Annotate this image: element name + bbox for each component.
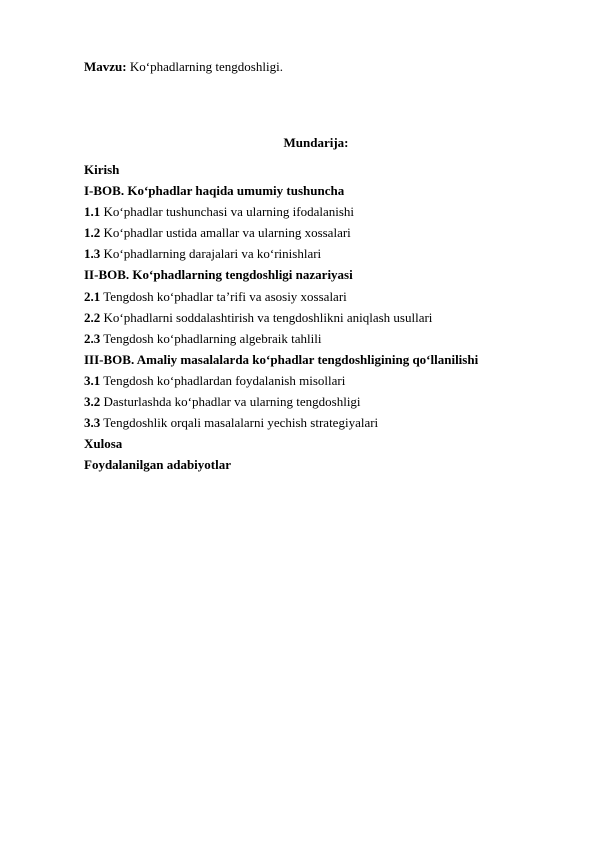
toc-entry-chapter-3 xyxy=(84,352,478,373)
toc-entry-text: Ko‘phadlar ustida amallar va ularning xossalari xyxy=(103,225,351,241)
toc-entry-3-3 xyxy=(84,415,478,436)
toc-entry-3-2 xyxy=(84,394,478,415)
toc-entry-text: Ko‘phadlar tushunchasi va ularning ifodalanishi xyxy=(103,204,355,220)
toc-entry-heading: Kirish xyxy=(84,162,120,177)
toc-entry-text: Ko‘phadlarni soddalashtirish va tengdoshlikni aniqlash usullari xyxy=(103,309,433,325)
toc-entry-chapter-2 xyxy=(84,267,478,288)
toc-entry-references xyxy=(84,457,478,478)
toc-entry-intro xyxy=(84,162,478,183)
toc-entry-heading: Xulosa xyxy=(84,436,123,452)
toc-entry-number: 1.3 xyxy=(84,246,101,262)
toc-entry-heading: II-BOB. Ko‘phadlarning tengdoshligi nazariyasi xyxy=(84,267,353,283)
toc-entry-text: Ko‘phadlarning darajalari va ko‘rinishlari xyxy=(103,246,322,262)
toc-entry-2-1 xyxy=(84,289,478,310)
toc-entry-number: 1.1 xyxy=(84,204,101,220)
topic-line xyxy=(84,59,283,75)
toc-entry-number: 2.2 xyxy=(84,309,101,325)
toc-entry-number: 3.3 xyxy=(84,415,101,431)
toc-entry-number: 2.3 xyxy=(84,330,101,346)
toc-entry-2-2 xyxy=(84,310,478,331)
topic-text: Ko‘phadlarning tengdoshligi. xyxy=(129,59,283,74)
toc-entry-1-3 xyxy=(84,246,478,267)
toc-entry-text: Tengdoshlik orqali masalalarni yechish strategiyalari xyxy=(103,415,379,431)
toc-entry-conclusion xyxy=(84,436,478,457)
toc-entry-text: Tengdosh ko‘phadlar ta’rifi va asosiy xossalari xyxy=(103,288,347,304)
toc-entry-3-1 xyxy=(84,373,478,394)
toc-entry-text: Dasturlashda ko‘phadlar va ularning tengdoshligi xyxy=(103,394,361,410)
toc-entry-chapter-1 xyxy=(84,183,478,204)
toc-entry-number: 1.2 xyxy=(84,225,101,241)
toc-entry-1-2 xyxy=(84,225,478,246)
toc-entry-2-3 xyxy=(84,331,478,352)
toc-entry-heading: III-BOB. Amaliy masalalarda ko‘phadlar tengdoshligining qo‘llanilishi xyxy=(84,351,479,367)
toc-entry-text: Tengdosh ko‘phadlardan foydalanish misollari xyxy=(103,372,346,388)
topic-label: Mavzu: xyxy=(84,59,127,74)
toc-entry-number: 3.2 xyxy=(84,394,101,410)
toc-entry-text: Tengdosh ko‘phadlarning algebraik tahlili xyxy=(103,330,322,346)
table-of-contents xyxy=(84,162,478,478)
toc-entry-number: 2.1 xyxy=(84,288,101,304)
toc-entry-heading: Foydalanilgan adabiyotlar xyxy=(84,457,231,473)
toc-entry-1-1 xyxy=(84,204,478,225)
toc-title: Mundarija: xyxy=(283,135,349,150)
toc-entry-number: 3.1 xyxy=(84,372,101,388)
toc-entry-heading: I-BOB. Ko‘phadlar haqida umumiy tushuncha xyxy=(84,183,345,199)
